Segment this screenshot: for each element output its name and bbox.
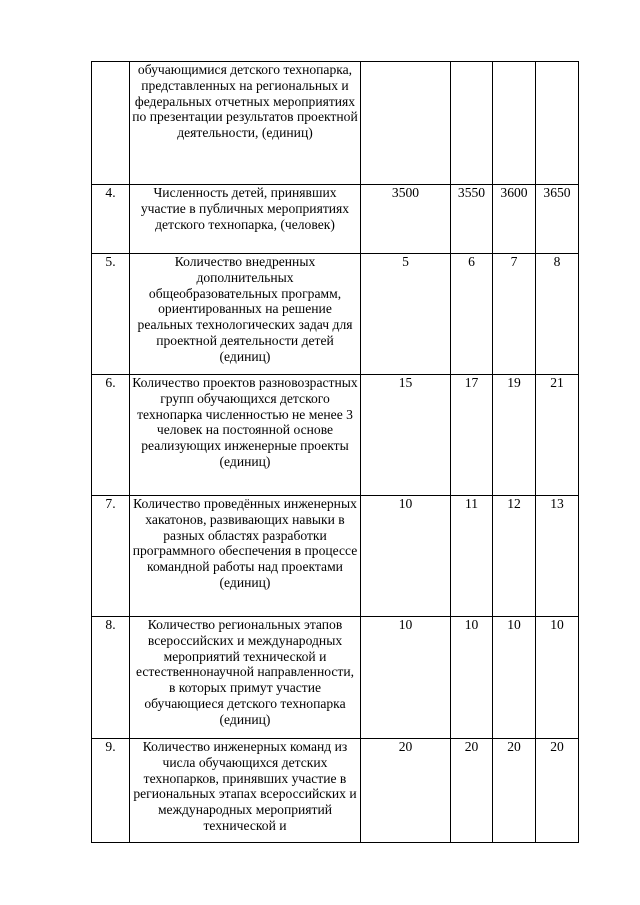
table-row bbox=[92, 185, 579, 254]
value-cell: 15 bbox=[361, 375, 451, 496]
value-cell: 10 bbox=[493, 617, 536, 739]
value-cell: 20 bbox=[451, 739, 493, 843]
value-cell: 3550 bbox=[451, 185, 493, 254]
value-cell: 13 bbox=[536, 496, 579, 617]
value-cell: 7 bbox=[493, 254, 536, 375]
value-cell: 3600 bbox=[493, 185, 536, 254]
indicator-description: обучающимися детского технопарка, представленных на региональных и федеральных отчетных мероприятиях по презентации результатов проектной деятельности, (единиц) bbox=[130, 62, 361, 185]
row-number: 6. bbox=[92, 375, 130, 496]
value-cell: 3650 bbox=[536, 185, 579, 254]
table-row bbox=[92, 617, 579, 739]
table-row bbox=[92, 375, 579, 496]
value-cell: 6 bbox=[451, 254, 493, 375]
value-cell: 10 bbox=[536, 617, 579, 739]
value-cell: 20 bbox=[536, 739, 579, 843]
value-cell: 17 bbox=[451, 375, 493, 496]
value-cell: 10 bbox=[361, 496, 451, 617]
indicator-description: Численность детей, принявших участие в публичных мероприятиях детского технопарка, (человек) bbox=[130, 185, 361, 254]
indicator-description: Количество региональных этапов всероссийских и международных мероприятий технической и естественнонаучной направленности, в которых примут участие обучающиеся детского технопарка (единиц) bbox=[130, 617, 361, 739]
table-row bbox=[92, 254, 579, 375]
value-cell bbox=[451, 62, 493, 185]
row-number: 4. bbox=[92, 185, 130, 254]
table-row bbox=[92, 62, 579, 185]
row-number bbox=[92, 62, 130, 185]
value-cell bbox=[493, 62, 536, 185]
value-cell: 5 bbox=[361, 254, 451, 375]
indicator-description: Количество проектов разновозрастных групп обучающихся детского технопарка численностью не менее 3 человек на постоянной основе реализующих инженерные проекты (единиц) bbox=[130, 375, 361, 496]
value-cell: 11 bbox=[451, 496, 493, 617]
row-number: 7. bbox=[92, 496, 130, 617]
value-cell: 12 bbox=[493, 496, 536, 617]
row-number: 8. bbox=[92, 617, 130, 739]
indicator-description: Количество внедренных дополнительных общеобразовательных программ, ориентированных на решение реальных технологических задач для проектной деятельности детей (единиц) bbox=[130, 254, 361, 375]
table-row bbox=[92, 496, 579, 617]
value-cell: 20 bbox=[493, 739, 536, 843]
row-number: 5. bbox=[92, 254, 130, 375]
indicators-table bbox=[91, 61, 579, 843]
table-row bbox=[92, 739, 579, 843]
value-cell: 10 bbox=[361, 617, 451, 739]
indicator-description: Количество инженерных команд из числа обучающихся детских технопарков, принявших участие в региональных этапах всероссийских и международных мероприятий технической и bbox=[130, 739, 361, 843]
value-cell: 3500 bbox=[361, 185, 451, 254]
indicator-description: Количество проведённых инженерных хакатонов, развивающих навыки в разных областях разработки программного обеспечения в процессе командной работы над проектами (единиц) bbox=[130, 496, 361, 617]
value-cell: 19 bbox=[493, 375, 536, 496]
value-cell: 8 bbox=[536, 254, 579, 375]
value-cell: 20 bbox=[361, 739, 451, 843]
row-number: 9. bbox=[92, 739, 130, 843]
value-cell bbox=[536, 62, 579, 185]
value-cell: 10 bbox=[451, 617, 493, 739]
value-cell: 21 bbox=[536, 375, 579, 496]
value-cell bbox=[361, 62, 451, 185]
